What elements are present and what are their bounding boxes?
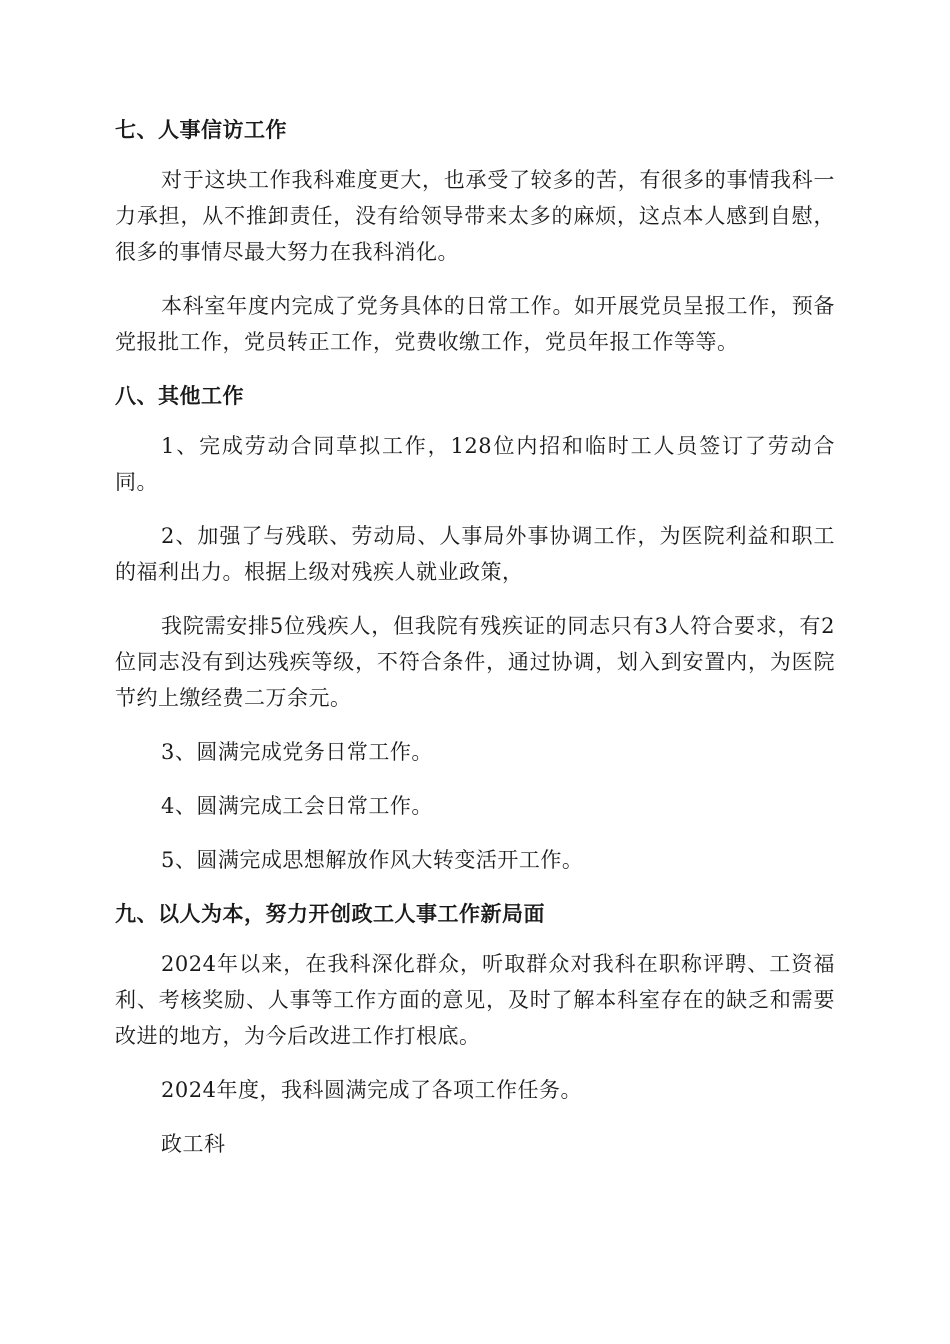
section-heading-personnel-petition: 七、人事信访工作 — [115, 118, 287, 142]
paragraph: 2024年度，我科圆满完成了各项工作任务。 — [161, 1078, 582, 1102]
paragraph: 3、圆满完成党务日常工作。 — [161, 740, 433, 764]
paragraph: 我院需安排5位残疾人，但我院有残疾证的同志只有3人符合要求，有2位同志没有到达残疾等级，不符合条件，通过协调，划入到安置内，为医院节约上缴经费二万余元。 — [115, 614, 835, 710]
section-heading-other-work: 八、其他工作 — [115, 384, 244, 408]
paragraph: 本科室年度内完成了党务具体的日常工作。如开展党员呈报工作，预备党报批工作，党员转正工作，党费收缴工作，党员年报工作等等。 — [115, 294, 835, 354]
paragraph: 5、圆满完成思想解放作风大转变活开工作。 — [161, 848, 584, 872]
paragraph: 2、加强了与残联、劳动局、人事局外事协调工作，为医院利益和职工的福利出力。根据上级对残疾人就业政策， — [115, 524, 835, 584]
paragraph: 4、圆满完成工会日常工作。 — [161, 794, 433, 818]
section-heading-people-oriented: 九、以人为本，努力开创政工人事工作新局面 — [115, 902, 545, 926]
paragraph: 1、完成劳动合同草拟工作，128位内招和临时工人员签订了劳动合同。 — [115, 434, 835, 494]
document-page — [115, 112, 835, 1180]
paragraph: 对于这块工作我科难度更大，也承受了较多的苦，有很多的事情我科一力承担，从不推卸责任，没有给领导带来太多的麻烦，这点本人感到自慰，很多的事情尽最大努力在我科消化。 — [115, 168, 835, 264]
signature-department: 政工科 — [161, 1132, 226, 1156]
paragraph: 2024年以来，在我科深化群众，听取群众对我科在职称评聘、工资福利、考核奖励、人事等工作方面的意见，及时了解本科室存在的缺乏和需要改进的地方，为今后改进工作打根底。 — [115, 952, 835, 1048]
